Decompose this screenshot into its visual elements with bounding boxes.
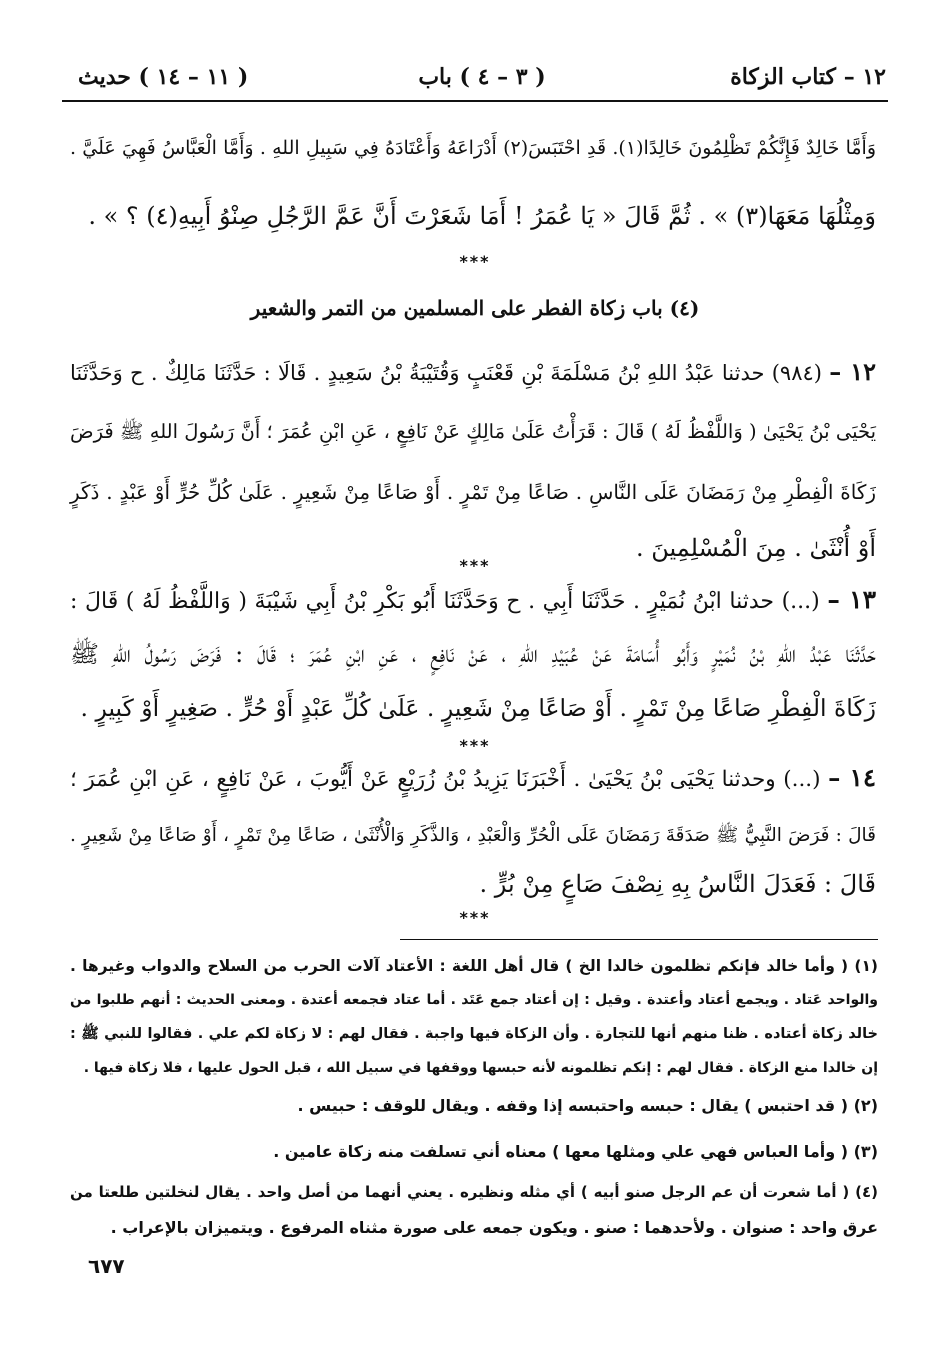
hadith-13-line-1: [70, 580, 876, 622]
hadith-14-line-2: قَالَ : فَرَضَ النَّبِيُّ ﷺ صَدَقَةَ رَمَضَانَ عَلَى الْحُرِّ وَالْعَبْدِ ، وَالذَّكَرِ وَالْأُنْثَىٰ ، صَاعًا مِنْ تَمْرٍ ، أَوْ صَاعًا مِنْ شَعِيرٍ .: [70, 825, 876, 846]
hadith-14-line-3: قَالَ : فَعَدَلَ النَّاسُ بِهِ نِصْفَ صَاعٍ مِنْ بُرٍّ .: [479, 870, 876, 898]
hadith-13-text: (...) حدثنا ابْنُ نُمَيْرٍ . حَدَّثَنَا أَبِي . ح وَحَدَّثَنَا أَبُو بَكْرِ بْنُ أَبِي شَيْبَةَ ( وَاللَّفْظُ لَهُ ) قَالَ :: [70, 589, 820, 614]
footnote-1-line-4: إن خالدا منع الزكاة . فقال لهم : إنكم تظلمونه لأنه حبسها ووقفها في سبيل الله ، قبل الحول عليها ، فلا زكاة فيها .: [83, 1060, 878, 1076]
footnote-4-line-1: (٤) ( أما شعرت أن عم الرجل صنو أبيه ) أي مثله ونظيره . يعني أنهما من أصل واحد . يقال لنخلتين طلعتا من: [70, 1183, 878, 1201]
running-header: [78, 58, 886, 98]
hadith-12-text: (٩٨٤) حدثنا عَبْدُ اللهِ بْنُ مَسْلَمَةَ بْنِ قَعْنَبٍ وَقُتَيْبَةُ بْنُ سَعِيدٍ . قَالَا : حَدَّثَنَا مَالِكٌ . ح وَحَدَّثَنَا: [70, 361, 822, 385]
footnote-4-line-2: عرق واحد : صنوان . ولأحدهما : صنو . ويكون جمعه على صورة مثناه المرفوع . ويتميزان بالإعراب .: [110, 1218, 878, 1237]
chapter-title: (٤) باب زكاة الفطر على المسلمين من التمر والشعير: [250, 296, 700, 320]
section-separator: ***: [459, 252, 491, 271]
hadith-12-number: ١٢ –: [829, 357, 876, 386]
hadith-13-line-2: حَدَّثَنَا عَبْدُ اللهِ بْنُ نُمَيْرٍ وَأَبُو أُسَامَةَ عَنْ عُبَيْدِ اللهِ ، عَنْ نَافِعٍ ، عَنِ ابْنِ عُمَرَ ؛ قَالَ : فَرَضَ رَسُولُ اللهِ ﷺ: [70, 640, 876, 668]
intro-line-2: وَمِثْلُهَا مَعَهَا(٣) » . ثُمَّ قَالَ « يَا عُمَرُ ! أَمَا شَعَرْتَ أَنَّ عَمَّ الرَّجُلِ صِنْوُ أَبِيهِ(٤) ؟ » .: [88, 202, 876, 230]
section-separator: ***: [459, 908, 491, 927]
header-book-title: ١٢ – كتاب الزكاة: [730, 64, 886, 90]
footnote-1-line-3: خالد زكاة أعتاده . ظنا منهم أنها للتجارة . وأن الزكاة فيها واجبة . فقال لهم : لا زكاة لكم علي . فقالوا للنبي ﷺ :: [70, 1026, 878, 1042]
hadith-14-number: ١٤ –: [828, 763, 876, 792]
section-separator: ***: [459, 556, 491, 575]
footnote-3: (٣) ( وأما العباس فهي علي ومثلها معها ) معناه أني تسلفت منه زكاة عامين .: [273, 1142, 878, 1161]
section-separator: ***: [459, 736, 491, 755]
footnote-2: (٢) ( قد احتبس ) يقال : حبسه واحتبسه إذا وقفه . ويقال للوقف : حبيس .: [297, 1096, 878, 1115]
header-hadith-range: ( ١١ – ١٤ ) حديث: [78, 64, 249, 90]
footnote-1-line-1: (١) ( وأما خالد فإنكم تظلمون خالدا الخ ) قال أهل اللغة : الأعتاد آلات الحرب من السلاح والدواب وغيرها .: [70, 957, 878, 975]
hadith-13-number: ١٣ –: [827, 585, 876, 614]
hadith-12-line-2: يَحْيَى بْنُ يَحْيَىٰ ( وَاللَّفْظُ لَهُ ) قَالَ : قَرَأْتُ عَلَىٰ مَالِكٍ عَنْ نَافِعٍ ، عَنِ ابْنِ عُمَرَ ؛ أَنَّ رَسُولَ اللهِ ﷺ فَرَضَ: [70, 420, 876, 443]
footnote-divider: [400, 939, 878, 940]
page-number: ٦٧٧: [88, 1254, 125, 1278]
hadith-13-line-3: زَكَاةَ الْفِطْرِ صَاعًا مِنْ تَمْرٍ . أَوْ صَاعًا مِنْ شَعِيرٍ . عَلَىٰ كُلِّ عَبْدٍ أَوْ حُرٍّ . صَغِيرٍ أَوْ كَبِيرٍ .: [80, 694, 876, 722]
header-divider: [62, 100, 888, 102]
hadith-12-line-1: [70, 352, 876, 393]
header-chapter: ( ٣ – ٤ ) باب: [418, 64, 546, 90]
hadith-12-line-3: زَكَاةَ الْفِطْرِ مِنْ رَمَضَانَ عَلَى النَّاسِ . صَاعًا مِنْ تَمْرٍ . أَوْ صَاعًا مِنْ شَعِيرٍ . عَلَىٰ كُلِّ حُرٍّ أَوْ عَبْدٍ . ذَكَرٍ: [70, 480, 876, 504]
hadith-14-line-1: [70, 758, 876, 800]
intro-line-1: وَأَمَّا خَالِدٌ فَإِنَّكُمْ تَظْلِمُونَ خَالِدًا(١). قَدِ احْتَبَسَ(٢) أَدْرَاعَهُ وَأَعْتَادَهُ فِي سَبِيلِ اللهِ . وَأَمَّا الْعَبَّاسُ فَهِيَ عَلَيَّ .: [70, 137, 877, 159]
hadith-12-line-4: أَوْ أُنْثَىٰ . مِنَ الْمُسْلِمِينَ .: [636, 534, 876, 562]
hadith-14-text: (...) وحدثنا يَحْيَى بْنُ يَحْيَىٰ . أَخْبَرَنَا يَزِيدُ بْنُ زُرَيْعٍ عَنْ أَيُّوبَ ، عَنْ نَافِعٍ ، عَنِ ابْنِ عُمَرَ ؛: [70, 767, 821, 792]
footnote-1-line-2: والواحد عَتاد . ويجمع أعتاد وأعتدة . وقيل : إن أعتاد جمع عَتَد . أما عتاد فجمعه أعتدة . ومعنى الحديث : أنهم طلبوا من: [70, 992, 878, 1008]
